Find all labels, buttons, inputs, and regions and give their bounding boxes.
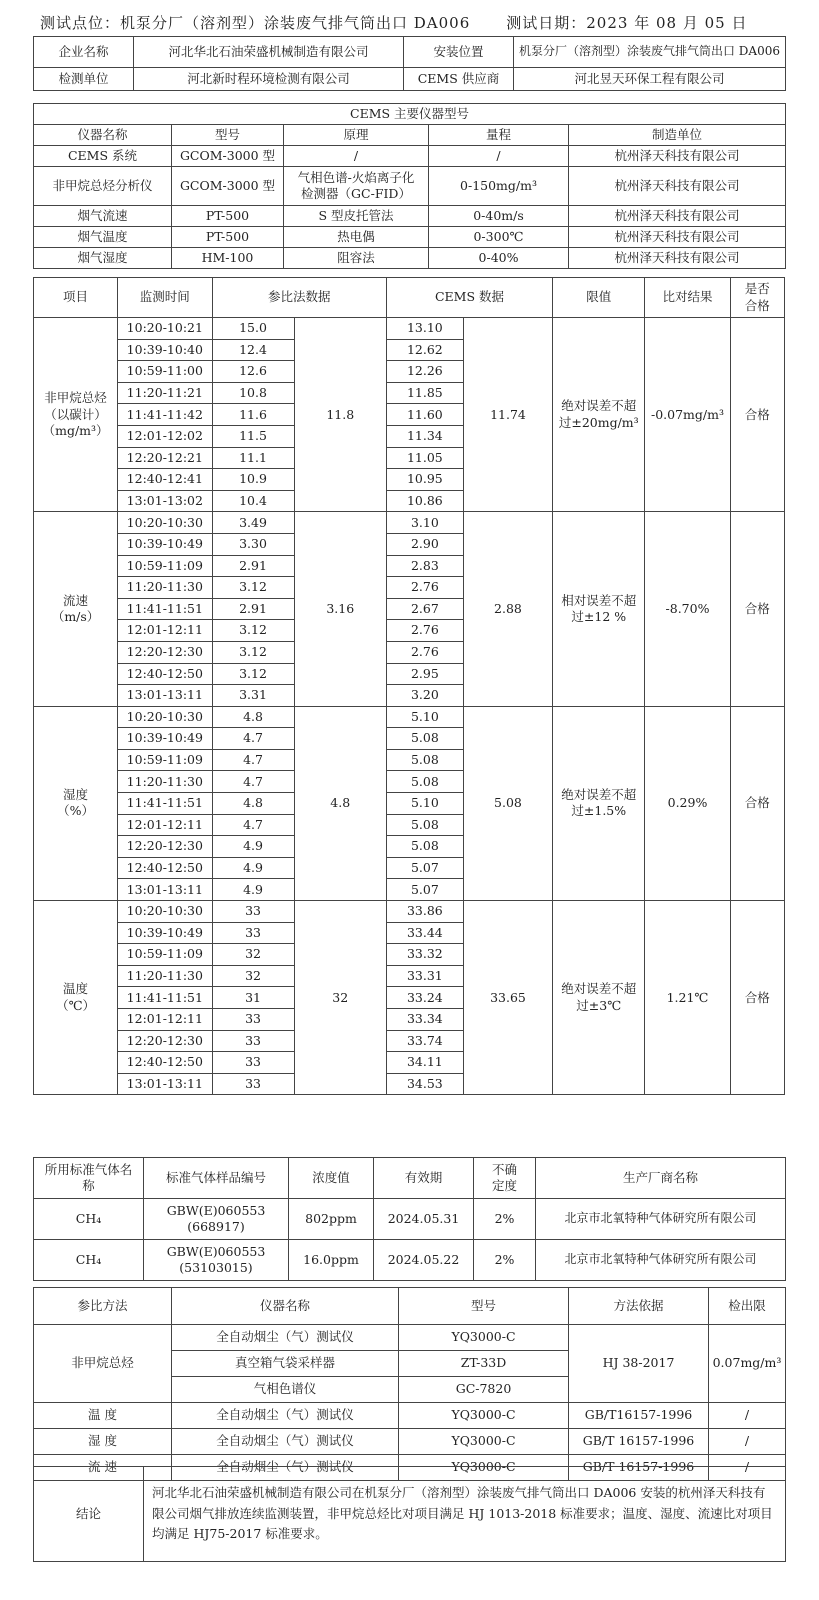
instrument-maker: 杭州泽天科技有限公司 bbox=[569, 248, 786, 269]
reference-value: 4.7 bbox=[212, 749, 294, 771]
instrument-principle: S 型皮托管法 bbox=[284, 206, 429, 227]
reference-value: 4.8 bbox=[212, 793, 294, 815]
instrument-row bbox=[34, 146, 786, 167]
instrument-principle: / bbox=[284, 146, 429, 167]
comparison-row bbox=[34, 512, 785, 534]
instrument-range: 0-150mg/m³ bbox=[429, 167, 569, 206]
item-name: 非甲烷总烃 （以碳计） （mg/m³） bbox=[34, 318, 118, 512]
column-header: 型号 bbox=[172, 125, 284, 146]
reference-value: 4.7 bbox=[212, 771, 294, 793]
reference-value: 4.9 bbox=[212, 836, 294, 858]
tester-label: 检测单位 bbox=[34, 68, 134, 91]
column-header: 是否 合格 bbox=[730, 278, 784, 318]
instrument-model: GCOM-3000 型 bbox=[172, 146, 284, 167]
cems-value: 2.95 bbox=[386, 663, 463, 685]
instrument-model: HM-100 bbox=[172, 248, 284, 269]
monitor-time: 13:01-13:02 bbox=[118, 490, 212, 512]
column-header: 监测时间 bbox=[118, 278, 212, 318]
gas-uncertainty: 2% bbox=[474, 1240, 536, 1281]
pass-status: 合格 bbox=[730, 512, 784, 706]
monitor-time: 12:20-12:21 bbox=[118, 447, 212, 469]
cems-value: 11.34 bbox=[386, 425, 463, 447]
item-name: 温度 （℃） bbox=[34, 901, 118, 1095]
column-header: 制造单位 bbox=[569, 125, 786, 146]
cems-value: 12.62 bbox=[386, 339, 463, 361]
method-basis: GB/T16157-1996 bbox=[569, 1403, 709, 1429]
method-basis: GB/T 16157-1996 bbox=[569, 1429, 709, 1455]
monitor-time: 10:39-10:40 bbox=[118, 339, 212, 361]
reference-value: 32 bbox=[212, 965, 294, 987]
monitor-time: 10:20-10:30 bbox=[118, 901, 212, 923]
reference-value: 11.1 bbox=[212, 447, 294, 469]
limit-value: 相对误差不超 过±12 % bbox=[553, 512, 645, 706]
reference-value: 3.31 bbox=[212, 685, 294, 707]
monitor-time: 12:20-12:30 bbox=[118, 1030, 212, 1052]
company-label: 企业名称 bbox=[34, 37, 134, 68]
cems-value: 11.85 bbox=[386, 382, 463, 404]
location-label: 安装位置 bbox=[404, 37, 514, 68]
cems-average: 33.65 bbox=[463, 901, 552, 1095]
monitor-time: 12:01-12:11 bbox=[118, 814, 212, 836]
reference-value: 3.12 bbox=[212, 663, 294, 685]
column-header: CEMS 数据 bbox=[386, 278, 552, 318]
gas-name: CH₄ bbox=[34, 1199, 144, 1240]
instrument-row bbox=[34, 248, 786, 269]
reference-value: 15.0 bbox=[212, 318, 294, 340]
cems-value: 2.76 bbox=[386, 641, 463, 663]
monitor-time: 10:59-11:00 bbox=[118, 361, 212, 383]
method-name: 湿 度 bbox=[34, 1429, 172, 1455]
method-row bbox=[34, 1325, 786, 1351]
instrument-range: / bbox=[429, 146, 569, 167]
instrument-range: 0-300℃ bbox=[429, 227, 569, 248]
method-instrument: 全自动烟尘（气）测试仪 bbox=[172, 1403, 399, 1429]
monitor-time: 10:59-11:09 bbox=[118, 749, 212, 771]
column-header: 限值 bbox=[553, 278, 645, 318]
instrument-name: 烟气流速 bbox=[34, 206, 172, 227]
monitor-time: 11:41-11:42 bbox=[118, 404, 212, 426]
conclusion-table bbox=[33, 1466, 786, 1562]
reference-value: 2.91 bbox=[212, 598, 294, 620]
method-name: 非甲烷总烃 bbox=[34, 1325, 172, 1403]
reference-value: 4.7 bbox=[212, 814, 294, 836]
monitor-time: 10:20-10:30 bbox=[118, 706, 212, 728]
info-row bbox=[34, 68, 786, 91]
monitor-time: 10:59-11:09 bbox=[118, 944, 212, 966]
reference-value: 33 bbox=[212, 1030, 294, 1052]
cems-value: 33.44 bbox=[386, 922, 463, 944]
reference-value: 3.30 bbox=[212, 533, 294, 555]
column-header: 不确 定度 bbox=[474, 1158, 536, 1199]
instrument-range: 0-40m/s bbox=[429, 206, 569, 227]
method-model: GC-7820 bbox=[399, 1377, 569, 1403]
comparison-row bbox=[34, 706, 785, 728]
standard-gas-table bbox=[33, 1157, 786, 1281]
cems-value: 10.86 bbox=[386, 490, 463, 512]
monitor-time: 12:01-12:11 bbox=[118, 1009, 212, 1031]
reference-value: 33 bbox=[212, 922, 294, 944]
column-header: 参比方法 bbox=[34, 1288, 172, 1325]
cems-average: 11.74 bbox=[463, 318, 552, 512]
monitor-time: 12:20-12:30 bbox=[118, 641, 212, 663]
cems-value: 2.90 bbox=[386, 533, 463, 555]
item-name: 湿度 （%） bbox=[34, 706, 118, 900]
instrument-row bbox=[34, 167, 786, 206]
cems-value: 33.24 bbox=[386, 987, 463, 1009]
detection-limit: / bbox=[709, 1403, 786, 1429]
comparison-row bbox=[34, 318, 785, 340]
tester-name: 河北新时程环境检测有限公司 bbox=[134, 68, 404, 91]
comparison-result: -8.70% bbox=[645, 512, 730, 706]
cems-value: 5.08 bbox=[386, 836, 463, 858]
column-header: 浓度值 bbox=[289, 1158, 374, 1199]
gas-concentration: 802ppm bbox=[289, 1199, 374, 1240]
cems-value: 5.08 bbox=[386, 728, 463, 750]
instrument-principle: 热电偶 bbox=[284, 227, 429, 248]
method-model: YQ3000-C bbox=[399, 1455, 569, 1481]
monitor-time: 10:39-10:49 bbox=[118, 533, 212, 555]
cems-value: 5.07 bbox=[386, 879, 463, 901]
method-model: YQ3000-C bbox=[399, 1325, 569, 1351]
reference-value: 33 bbox=[212, 901, 294, 923]
method-model: ZT-33D bbox=[399, 1351, 569, 1377]
monitor-time: 12:40-12:50 bbox=[118, 663, 212, 685]
cems-value: 5.07 bbox=[386, 857, 463, 879]
column-header: 生产厂商名称 bbox=[536, 1158, 786, 1199]
instrument-name: CEMS 系统 bbox=[34, 146, 172, 167]
method-row bbox=[34, 1429, 786, 1455]
cems-average: 5.08 bbox=[463, 706, 552, 900]
cems-value: 12.26 bbox=[386, 361, 463, 383]
reference-value: 33 bbox=[212, 1073, 294, 1095]
pass-status: 合格 bbox=[730, 706, 784, 900]
comparison-table bbox=[33, 277, 785, 1095]
comparison-result: 0.29% bbox=[645, 706, 730, 900]
method-instrument: 真空箱气袋采样器 bbox=[172, 1351, 399, 1377]
comparison-result: 1.21℃ bbox=[645, 901, 730, 1095]
monitor-time: 11:41-11:51 bbox=[118, 987, 212, 1009]
monitor-time: 11:41-11:51 bbox=[118, 793, 212, 815]
cems-value: 33.74 bbox=[386, 1030, 463, 1052]
reference-average: 4.8 bbox=[294, 706, 386, 900]
gas-header-row bbox=[34, 1158, 786, 1199]
reference-value: 4.9 bbox=[212, 879, 294, 901]
monitor-time: 13:01-13:11 bbox=[118, 685, 212, 707]
gas-sample-id: GBW(E)060553 (668917) bbox=[144, 1199, 289, 1240]
monitor-time: 12:40-12:50 bbox=[118, 1052, 212, 1074]
reference-value: 12.6 bbox=[212, 361, 294, 383]
column-header: 检出限 bbox=[709, 1288, 786, 1325]
reference-value: 3.12 bbox=[212, 577, 294, 599]
pass-status: 合格 bbox=[730, 318, 784, 512]
item-name: 流速 （m/s） bbox=[34, 512, 118, 706]
reference-methods-table bbox=[33, 1287, 786, 1481]
limit-value: 绝对误差不超 过±1.5% bbox=[553, 706, 645, 900]
reference-value: 3.49 bbox=[212, 512, 294, 534]
cems-value: 34.11 bbox=[386, 1052, 463, 1074]
methods-header-row bbox=[34, 1288, 786, 1325]
reference-value: 11.5 bbox=[212, 425, 294, 447]
company-name: 河北华北石油荣盛机械制造有限公司 bbox=[134, 37, 404, 68]
cems-value: 33.34 bbox=[386, 1009, 463, 1031]
cems-value: 10.95 bbox=[386, 469, 463, 491]
limit-value: 绝对误差不超 过±20mg/m³ bbox=[553, 318, 645, 512]
column-header: 比对结果 bbox=[645, 278, 730, 318]
comparison-row bbox=[34, 901, 785, 923]
method-basis: GB/T 16157-1996 bbox=[569, 1455, 709, 1481]
method-name: 流 速 bbox=[34, 1455, 172, 1481]
comparison-result: -0.07mg/m³ bbox=[645, 318, 730, 512]
cems-value: 33.31 bbox=[386, 965, 463, 987]
basic-info-table bbox=[33, 36, 786, 91]
reference-average: 11.8 bbox=[294, 318, 386, 512]
cems-value: 5.08 bbox=[386, 771, 463, 793]
column-header: 方法依据 bbox=[569, 1288, 709, 1325]
limit-value: 绝对误差不超 过±3℃ bbox=[553, 901, 645, 1095]
reference-value: 4.9 bbox=[212, 857, 294, 879]
reference-value: 2.91 bbox=[212, 555, 294, 577]
cems-value: 5.08 bbox=[386, 814, 463, 836]
instrument-maker: 杭州泽天科技有限公司 bbox=[569, 206, 786, 227]
cems-value: 5.10 bbox=[386, 793, 463, 815]
test-date-label: 测试日期：2023 年 08 月 05 日 bbox=[506, 13, 748, 32]
method-basis: HJ 38-2017 bbox=[569, 1325, 709, 1403]
reference-value: 12.4 bbox=[212, 339, 294, 361]
monitor-time: 10:59-11:09 bbox=[118, 555, 212, 577]
reference-value: 10.4 bbox=[212, 490, 294, 512]
cems-value: 3.10 bbox=[386, 512, 463, 534]
method-model: YQ3000-C bbox=[399, 1403, 569, 1429]
reference-value: 31 bbox=[212, 987, 294, 1009]
instruments-title: CEMS 主要仪器型号 bbox=[34, 104, 786, 125]
gas-row bbox=[34, 1199, 786, 1240]
gas-uncertainty: 2% bbox=[474, 1199, 536, 1240]
instrument-principle: 阻容法 bbox=[284, 248, 429, 269]
detection-limit: 0.07mg/m³ bbox=[709, 1325, 786, 1403]
monitor-time: 13:01-13:11 bbox=[118, 879, 212, 901]
monitor-time: 11:20-11:21 bbox=[118, 382, 212, 404]
instrument-range: 0-40% bbox=[429, 248, 569, 269]
comparison-header-row bbox=[34, 278, 785, 318]
method-instrument: 气相色谱仪 bbox=[172, 1377, 399, 1403]
instrument-row bbox=[34, 206, 786, 227]
cems-value: 2.76 bbox=[386, 577, 463, 599]
cems-value: 3.20 bbox=[386, 685, 463, 707]
reference-value: 32 bbox=[212, 944, 294, 966]
method-row bbox=[34, 1403, 786, 1429]
gas-sample-id: GBW(E)060553 (53103015) bbox=[144, 1240, 289, 1281]
monitor-time: 12:40-12:50 bbox=[118, 857, 212, 879]
column-header: 仪器名称 bbox=[34, 125, 172, 146]
instrument-row bbox=[34, 227, 786, 248]
cems-value: 13.10 bbox=[386, 318, 463, 340]
monitor-time: 10:20-10:30 bbox=[118, 512, 212, 534]
monitor-time: 11:20-11:30 bbox=[118, 577, 212, 599]
monitor-time: 11:41-11:51 bbox=[118, 598, 212, 620]
monitor-time: 11:20-11:30 bbox=[118, 771, 212, 793]
cems-value: 33.32 bbox=[386, 944, 463, 966]
instrument-principle: 气相色谱-火焰离子化 检测器（GC-FID） bbox=[284, 167, 429, 206]
column-header: 量程 bbox=[429, 125, 569, 146]
cems-instruments-table bbox=[33, 103, 786, 269]
conclusion-text: 河北华北石油荣盛机械制造有限公司在机泵分厂（溶剂型）涂装废气排气筒出口 DA006 安装的杭州泽天科技有限公司烟气排放连续监测装置，非甲烷总烃比对项目满足 HJ 1013-2018 标准要求；温度、湿度、流速比对项目均满足 HJ75-2017 标准要求。 bbox=[144, 1467, 786, 1562]
column-header: 标准气体样品编号 bbox=[144, 1158, 289, 1199]
instrument-maker: 杭州泽天科技有限公司 bbox=[569, 167, 786, 206]
column-header: 原理 bbox=[284, 125, 429, 146]
reference-value: 10.9 bbox=[212, 469, 294, 491]
gas-row bbox=[34, 1240, 786, 1281]
method-name: 温 度 bbox=[34, 1403, 172, 1429]
install-location: 机泵分厂（溶剂型）涂装废气排气筒出口 DA006 bbox=[514, 37, 786, 68]
instrument-model: PT-500 bbox=[172, 227, 284, 248]
cems-value: 2.67 bbox=[386, 598, 463, 620]
cems-value: 33.86 bbox=[386, 901, 463, 923]
instrument-name: 非甲烷总烃分析仪 bbox=[34, 167, 172, 206]
gas-maker: 北京市北氧特种气体研究所有限公司 bbox=[536, 1240, 786, 1281]
reference-value: 33 bbox=[212, 1052, 294, 1074]
method-instrument: 全自动烟尘（气）测试仪 bbox=[172, 1455, 399, 1481]
cems-value: 2.83 bbox=[386, 555, 463, 577]
cems-value: 11.05 bbox=[386, 447, 463, 469]
test-point-label: 测试点位：机泵分厂（溶剂型）涂装废气排气筒出口 DA006 bbox=[40, 13, 471, 32]
monitor-time: 13:01-13:11 bbox=[118, 1073, 212, 1095]
info-row bbox=[34, 37, 786, 68]
method-instrument: 全自动烟尘（气）测试仪 bbox=[172, 1325, 399, 1351]
reference-value: 3.12 bbox=[212, 641, 294, 663]
reference-average: 32 bbox=[294, 901, 386, 1095]
instrument-name: 烟气温度 bbox=[34, 227, 172, 248]
gas-name: CH₄ bbox=[34, 1240, 144, 1281]
instrument-model: PT-500 bbox=[172, 206, 284, 227]
reference-value: 11.6 bbox=[212, 404, 294, 426]
cems-value: 5.08 bbox=[386, 749, 463, 771]
supplier-label: CEMS 供应商 bbox=[404, 68, 514, 91]
report-header bbox=[40, 8, 790, 36]
conclusion-label: 结论 bbox=[34, 1467, 144, 1562]
column-header: 所用标准气体名 称 bbox=[34, 1158, 144, 1199]
column-header: 有效期 bbox=[374, 1158, 474, 1199]
reference-value: 33 bbox=[212, 1009, 294, 1031]
cems-value: 34.53 bbox=[386, 1073, 463, 1095]
instruments-header-row bbox=[34, 125, 786, 146]
gas-concentration: 16.0ppm bbox=[289, 1240, 374, 1281]
gas-valid-until: 2024.05.22 bbox=[374, 1240, 474, 1281]
column-header: 参比法数据 bbox=[212, 278, 386, 318]
gas-valid-until: 2024.05.31 bbox=[374, 1199, 474, 1240]
reference-average: 3.16 bbox=[294, 512, 386, 706]
instrument-model: GCOM-3000 型 bbox=[172, 167, 284, 206]
method-model: YQ3000-C bbox=[399, 1429, 569, 1455]
detection-limit: / bbox=[709, 1429, 786, 1455]
monitor-time: 12:01-12:11 bbox=[118, 620, 212, 642]
cems-value: 11.60 bbox=[386, 404, 463, 426]
method-instrument: 全自动烟尘（气）测试仪 bbox=[172, 1429, 399, 1455]
monitor-time: 10:39-10:49 bbox=[118, 922, 212, 944]
monitor-time: 10:39-10:49 bbox=[118, 728, 212, 750]
instrument-maker: 杭州泽天科技有限公司 bbox=[569, 227, 786, 248]
gas-maker: 北京市北氧特种气体研究所有限公司 bbox=[536, 1199, 786, 1240]
reference-value: 4.8 bbox=[212, 706, 294, 728]
reference-value: 3.12 bbox=[212, 620, 294, 642]
supplier-name: 河北昱天环保工程有限公司 bbox=[514, 68, 786, 91]
monitor-time: 12:20-12:30 bbox=[118, 836, 212, 858]
monitor-time: 10:20-10:21 bbox=[118, 318, 212, 340]
column-header: 型号 bbox=[399, 1288, 569, 1325]
detection-limit: / bbox=[709, 1455, 786, 1481]
pass-status: 合格 bbox=[730, 901, 784, 1095]
monitor-time: 12:01-12:02 bbox=[118, 425, 212, 447]
monitor-time: 11:20-11:30 bbox=[118, 965, 212, 987]
column-header: 项目 bbox=[34, 278, 118, 318]
reference-value: 4.7 bbox=[212, 728, 294, 750]
cems-average: 2.88 bbox=[463, 512, 552, 706]
cems-value: 2.76 bbox=[386, 620, 463, 642]
cems-value: 5.10 bbox=[386, 706, 463, 728]
column-header: 仪器名称 bbox=[172, 1288, 399, 1325]
instrument-maker: 杭州泽天科技有限公司 bbox=[569, 146, 786, 167]
monitor-time: 12:40-12:41 bbox=[118, 469, 212, 491]
reference-value: 10.8 bbox=[212, 382, 294, 404]
instrument-name: 烟气湿度 bbox=[34, 248, 172, 269]
